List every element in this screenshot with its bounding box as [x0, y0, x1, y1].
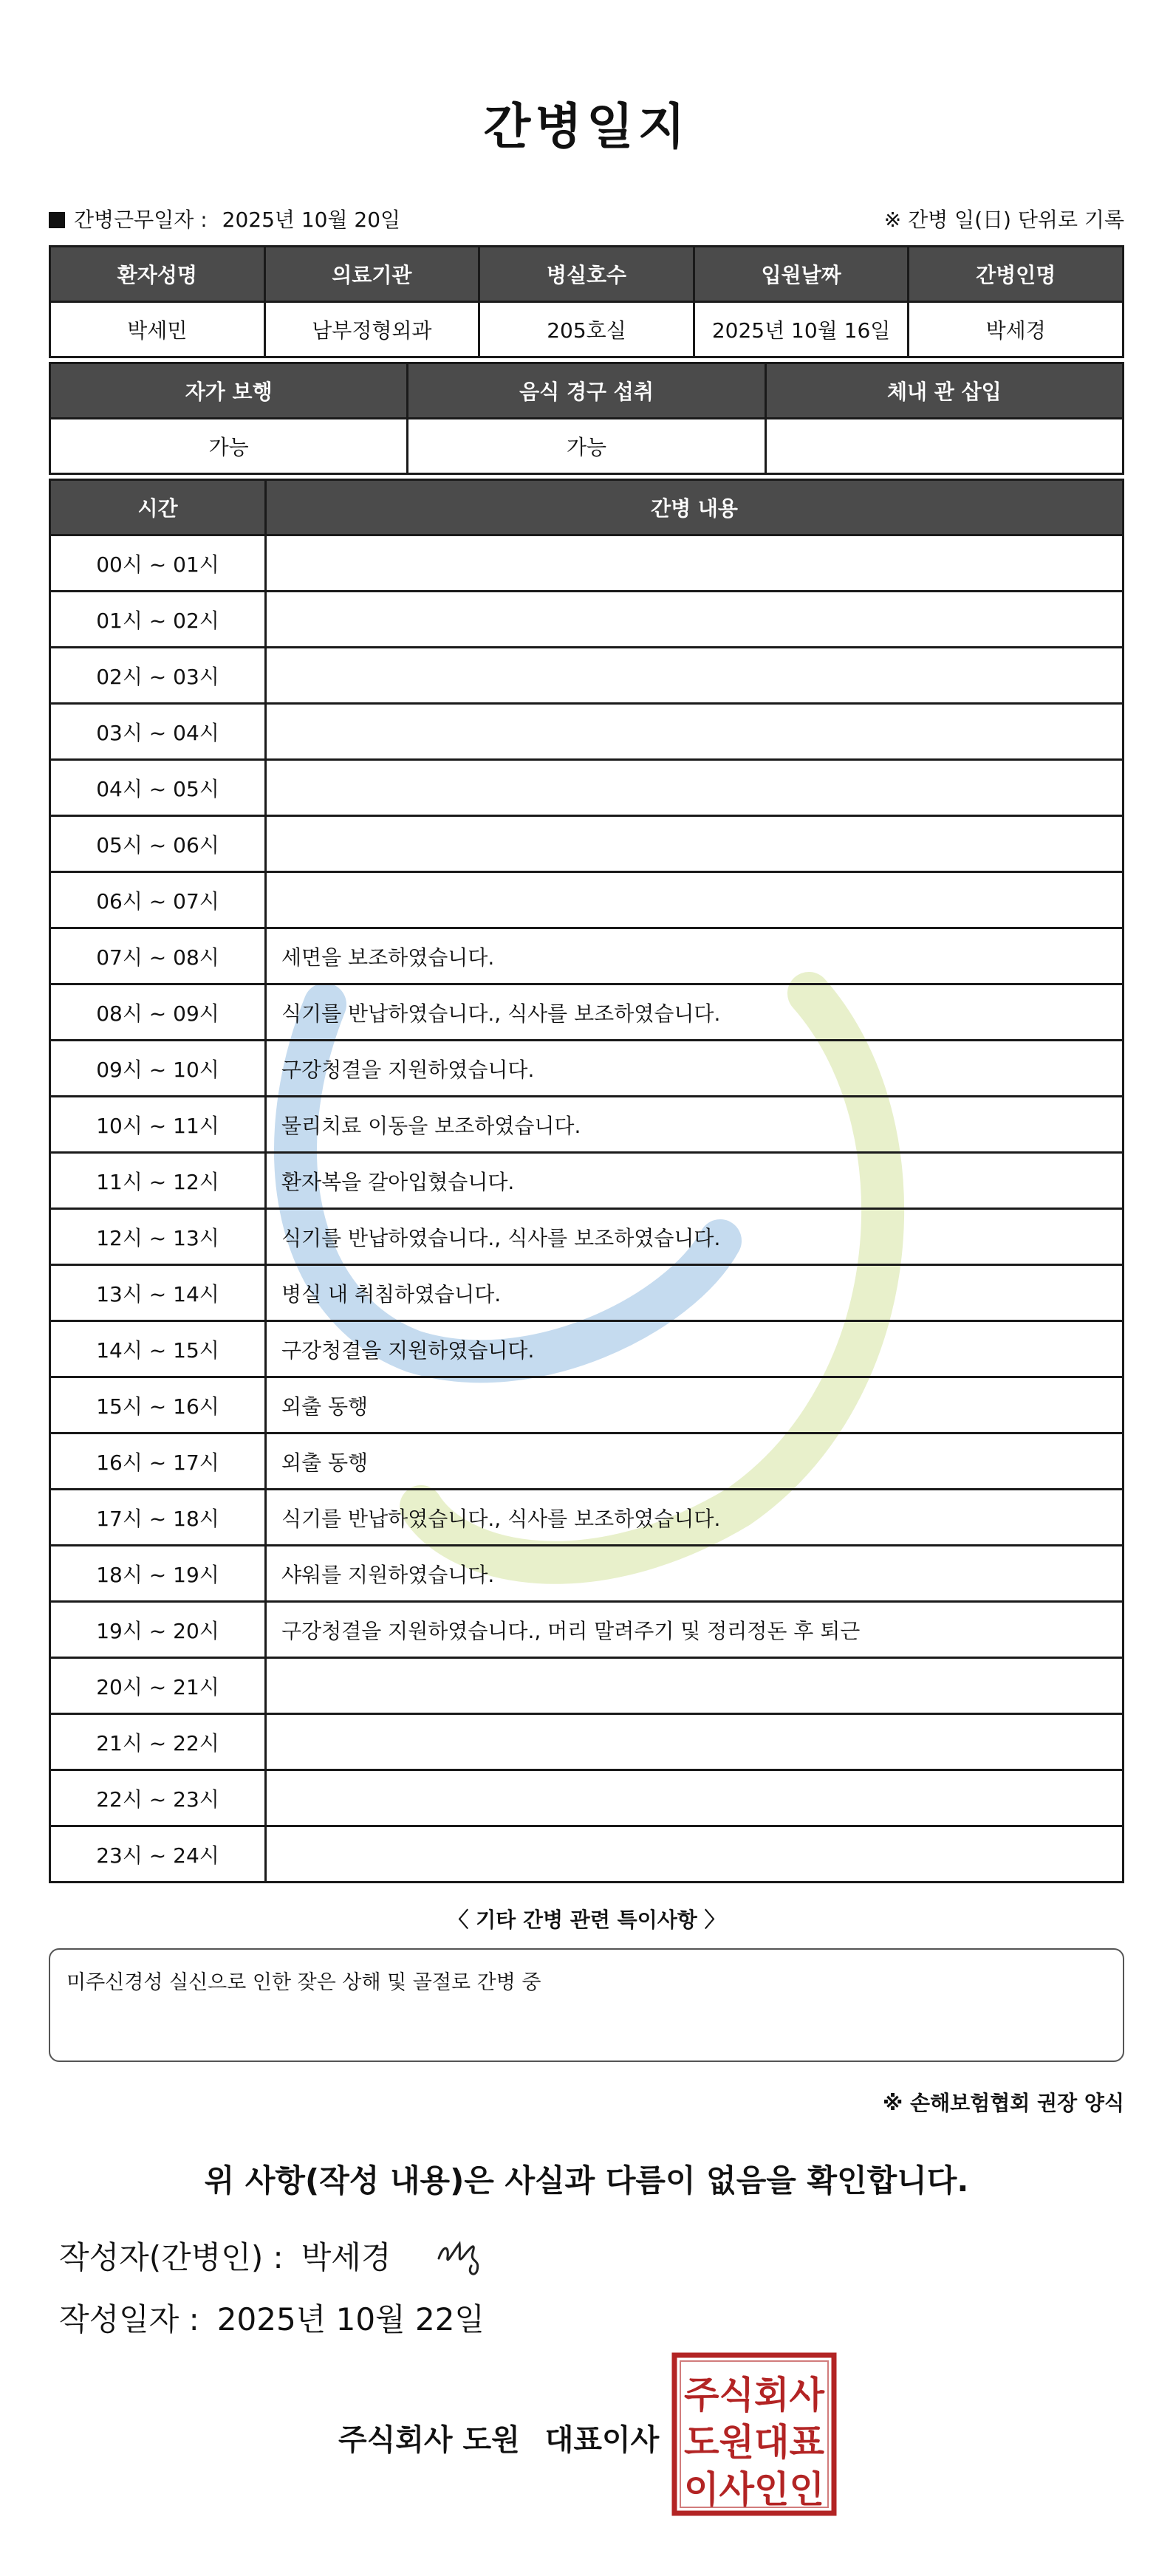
care-log-content	[266, 1658, 1124, 1714]
care-log-row	[50, 648, 1124, 704]
walking-status: 가능	[50, 419, 408, 474]
care-log-content	[266, 648, 1124, 704]
care-log-row	[50, 928, 1124, 984]
hospital: 남부정형외과	[264, 302, 479, 357]
care-log-content	[266, 1826, 1124, 1883]
care-log-content: 구강청결을 지원하였습니다.	[266, 1321, 1124, 1377]
care-log-row	[50, 760, 1124, 816]
care-log-content: 외출 동행	[266, 1377, 1124, 1433]
room-number: 205호실	[479, 302, 694, 357]
care-log-time: 06시 ~ 07시	[50, 872, 266, 928]
care-log-row	[50, 1490, 1124, 1546]
header-patient-name: 환자성명	[50, 247, 265, 302]
header-admission-date: 입원날짜	[694, 247, 909, 302]
association-note: ※ 손해보험협회 권장 양식	[883, 2091, 1124, 2115]
svg-text:주식회사: 주식회사	[684, 2374, 825, 2416]
care-log-time: 16시 ~ 17시	[50, 1433, 266, 1490]
remarks-box	[49, 1948, 1124, 2062]
care-log-content	[266, 760, 1124, 816]
care-log-row	[50, 1209, 1124, 1265]
patient-name: 박세민	[50, 302, 265, 357]
care-log-row	[50, 1826, 1124, 1883]
care-log-row	[50, 535, 1124, 592]
patient-status-table	[49, 362, 1124, 475]
care-log-time: 12시 ~ 13시	[50, 1209, 266, 1265]
care-log-content	[266, 1714, 1124, 1770]
care-log-time: 11시 ~ 12시	[50, 1153, 266, 1209]
care-log-content: 식기를 반납하였습니다., 식사를 보조하였습니다.	[266, 1490, 1124, 1546]
header-caregiver: 간병인명	[909, 247, 1124, 302]
care-log-time: 23시 ~ 24시	[50, 1826, 266, 1883]
care-log-time: 10시 ~ 11시	[50, 1097, 266, 1153]
care-log-content: 환자복을 갈아입혔습니다.	[266, 1153, 1124, 1209]
care-date	[49, 204, 400, 233]
confirmation-statement: 위 사항(작성 내용)은 사실과 다름이 없음을 확인합니다.	[204, 2162, 969, 2199]
writer-name: 박세경	[301, 2239, 391, 2275]
care-log-time: 05시 ~ 06시	[50, 816, 266, 872]
care-log-content	[266, 592, 1124, 648]
writer-line	[59, 2233, 391, 2278]
care-log-row	[50, 704, 1124, 760]
header-tube: 체내 관 삽입	[765, 363, 1123, 419]
care-log-row	[50, 1602, 1124, 1658]
care-log-row	[50, 816, 1124, 872]
patient-info-table	[49, 245, 1124, 358]
care-log-content: 식기를 반납하였습니다., 식사를 보조하였습니다.	[266, 1209, 1124, 1265]
care-log-time: 13시 ~ 14시	[50, 1265, 266, 1321]
care-log-time: 14시 ~ 15시	[50, 1321, 266, 1377]
care-log-row	[50, 1770, 1124, 1826]
header-care-content: 간병 내용	[266, 480, 1124, 535]
care-log-time: 15시 ~ 16시	[50, 1377, 266, 1433]
written-date-line	[59, 2295, 485, 2340]
care-log-content: 식기를 반납하였습니다., 식사를 보조하였습니다.	[266, 984, 1124, 1041]
care-log-content: 세면을 보조하였습니다.	[266, 928, 1124, 984]
care-log-time: 22시 ~ 23시	[50, 1770, 266, 1826]
care-date-value: 2025년 10월 20일	[222, 208, 401, 232]
svg-text:도원대표: 도원대표	[684, 2421, 825, 2464]
written-date-label: 작성일자 :	[59, 2301, 199, 2337]
svg-text:이사인인: 이사인인	[684, 2468, 824, 2511]
company-name: 주식회사 도원	[338, 2423, 520, 2457]
header-oral-intake: 음식 경구 섭취	[408, 363, 765, 419]
oral-intake-status: 가능	[408, 419, 765, 474]
care-log-row	[50, 1153, 1124, 1209]
signature-image	[434, 2229, 501, 2281]
care-log-time: 19시 ~ 20시	[50, 1602, 266, 1658]
care-log-time: 09시 ~ 10시	[50, 1041, 266, 1097]
caregiver-name: 박세경	[909, 302, 1124, 357]
care-log-row	[50, 1377, 1124, 1433]
company-title: 대표이사	[544, 2423, 660, 2457]
admission-date: 2025년 10월 16일	[694, 302, 909, 357]
care-log-time: 02시 ~ 03시	[50, 648, 266, 704]
care-log-table	[49, 479, 1124, 1883]
tube-status	[765, 419, 1123, 474]
care-log-time: 04시 ~ 05시	[50, 760, 266, 816]
care-log-row	[50, 1097, 1124, 1153]
care-log-time: 21시 ~ 22시	[50, 1714, 266, 1770]
care-log-time: 17시 ~ 18시	[50, 1490, 266, 1546]
care-log-body	[50, 535, 1124, 1883]
company-signature-line	[338, 2416, 659, 2459]
care-log-content: 병실 내 취침하였습니다.	[266, 1265, 1124, 1321]
writer-label: 작성자(간병인) :	[59, 2239, 284, 2275]
care-date-label: 간병근무일자 :	[74, 208, 208, 232]
care-log-time: 03시 ~ 04시	[50, 704, 266, 760]
care-log-row	[50, 592, 1124, 648]
header-hospital: 의료기관	[264, 247, 479, 302]
care-log-content	[266, 872, 1124, 928]
document-title: 간병일지	[483, 98, 690, 155]
care-log-time: 01시 ~ 02시	[50, 592, 266, 648]
care-log-row	[50, 1658, 1124, 1714]
care-log-content: 구강청결을 지원하였습니다., 머리 말려주기 및 정리정돈 후 퇴근	[266, 1602, 1124, 1658]
header-room: 병실호수	[479, 247, 694, 302]
care-log-row	[50, 1546, 1124, 1602]
remarks-text: 미주신경성 실신으로 인한 잦은 상해 및 골절로 간병 중	[66, 1971, 541, 1994]
care-log-content	[266, 535, 1124, 592]
care-log-time: 00시 ~ 01시	[50, 535, 266, 592]
care-log-row	[50, 1041, 1124, 1097]
care-log-time: 18시 ~ 19시	[50, 1546, 266, 1602]
square-bullet-icon	[49, 212, 65, 228]
care-log-time: 07시 ~ 08시	[50, 928, 266, 984]
care-log-content: 외출 동행	[266, 1433, 1124, 1490]
care-log-content	[266, 1770, 1124, 1826]
care-log-content	[266, 704, 1124, 760]
care-log-content: 물리치료 이동을 보조하였습니다.	[266, 1097, 1124, 1153]
care-log-row	[50, 1714, 1124, 1770]
care-log-content	[266, 816, 1124, 872]
care-log-time: 08시 ~ 09시	[50, 984, 266, 1041]
care-log-row	[50, 1433, 1124, 1490]
care-log-row	[50, 1321, 1124, 1377]
care-log-time: 20시 ~ 21시	[50, 1658, 266, 1714]
written-date-value: 2025년 10월 22일	[216, 2301, 485, 2337]
header-time: 시간	[50, 480, 266, 535]
remarks-title: 〈 기타 간병 관련 특이사항 〉	[448, 1908, 725, 1932]
company-seal-stamp	[671, 2351, 838, 2517]
unit-note: ※ 간병 일(日) 단위로 기록	[883, 208, 1124, 232]
care-log-row	[50, 1265, 1124, 1321]
header-walking: 자가 보행	[50, 363, 408, 419]
care-log-content: 샤워를 지원하였습니다.	[266, 1546, 1124, 1602]
care-log-content: 구강청결을 지원하였습니다.	[266, 1041, 1124, 1097]
care-log-row	[50, 872, 1124, 928]
care-log-row	[50, 984, 1124, 1041]
